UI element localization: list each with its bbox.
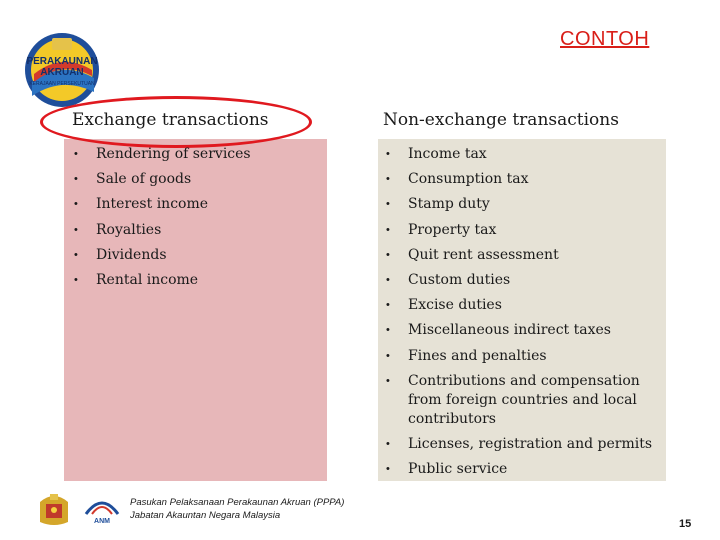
list-item: • Excise duties bbox=[386, 297, 502, 314]
bullet-icon: • bbox=[386, 374, 390, 387]
exchange-transactions-heading: Exchange transactions bbox=[72, 110, 269, 130]
list-item: • Dividends bbox=[74, 246, 167, 263]
bullet-icon: • bbox=[386, 349, 390, 362]
list-item: • Contributions and compensation from foreign countries and local contributors bbox=[386, 372, 640, 427]
bullet-icon: • bbox=[74, 198, 78, 211]
bullet-icon: • bbox=[386, 248, 390, 261]
accrual-accounting-logo bbox=[22, 30, 102, 110]
bullet-icon: • bbox=[74, 273, 78, 286]
bullet-icon: • bbox=[74, 148, 78, 160]
exchange-list bbox=[66, 145, 321, 296]
bullet-icon: • bbox=[74, 223, 78, 236]
bullet-icon: • bbox=[386, 148, 390, 160]
list-item: • Interest income bbox=[74, 196, 209, 213]
list-item: • Miscellaneous indirect taxes bbox=[386, 322, 611, 339]
list-item: • Sale of goods bbox=[74, 171, 192, 188]
list-item: • Licenses, registration and permits bbox=[386, 435, 653, 452]
page-number: 15 bbox=[679, 518, 692, 530]
list-item: • Stamp duty bbox=[386, 196, 490, 213]
anm-logo bbox=[82, 490, 122, 526]
bullet-icon: • bbox=[386, 273, 390, 286]
list-item: • Quit rent assessment bbox=[386, 246, 559, 263]
list-item: • Rendering of services bbox=[74, 146, 251, 162]
list-item: • Custom duties bbox=[386, 271, 511, 288]
bullet-icon: • bbox=[386, 223, 390, 236]
bullet-icon: • bbox=[386, 198, 390, 211]
svg-text:KERAJAAN PERSEKUTUAN: KERAJAAN PERSEKUTUAN bbox=[29, 81, 95, 87]
list-item: • Income tax bbox=[386, 146, 487, 162]
bullet-icon: • bbox=[386, 173, 390, 186]
svg-text:AKRUAN: AKRUAN bbox=[40, 67, 84, 78]
list-item: • Public service bbox=[386, 461, 508, 478]
non-exchange-list bbox=[378, 145, 663, 485]
bullet-icon: • bbox=[386, 437, 390, 450]
list-item: • Royalties bbox=[74, 221, 162, 238]
bullet-icon: • bbox=[74, 173, 78, 186]
footer-line-1: Pasukan Pelaksanaan Perakaunan Akruan (PPPA) bbox=[130, 497, 345, 508]
list-item: • Consumption tax bbox=[386, 171, 529, 188]
list-item: • Rental income bbox=[74, 271, 199, 288]
bullet-icon: • bbox=[386, 324, 390, 337]
footer-text bbox=[130, 496, 344, 522]
non-exchange-transactions-heading: Non-exchange transactions bbox=[383, 110, 619, 130]
bullet-icon: • bbox=[74, 248, 78, 261]
svg-text:ANM: ANM bbox=[94, 518, 110, 525]
contoh-label: CONTOH bbox=[560, 28, 650, 50]
list-item: • Fines and penalties bbox=[386, 347, 547, 364]
list-item: • Property tax bbox=[386, 221, 497, 238]
footer-line-2: Jabatan Akauntan Negara Malaysia bbox=[130, 510, 281, 521]
svg-text:PERAKAUNAN: PERAKAUNAN bbox=[26, 56, 98, 67]
bullet-icon: • bbox=[386, 299, 390, 312]
bullet-icon: • bbox=[386, 463, 390, 476]
